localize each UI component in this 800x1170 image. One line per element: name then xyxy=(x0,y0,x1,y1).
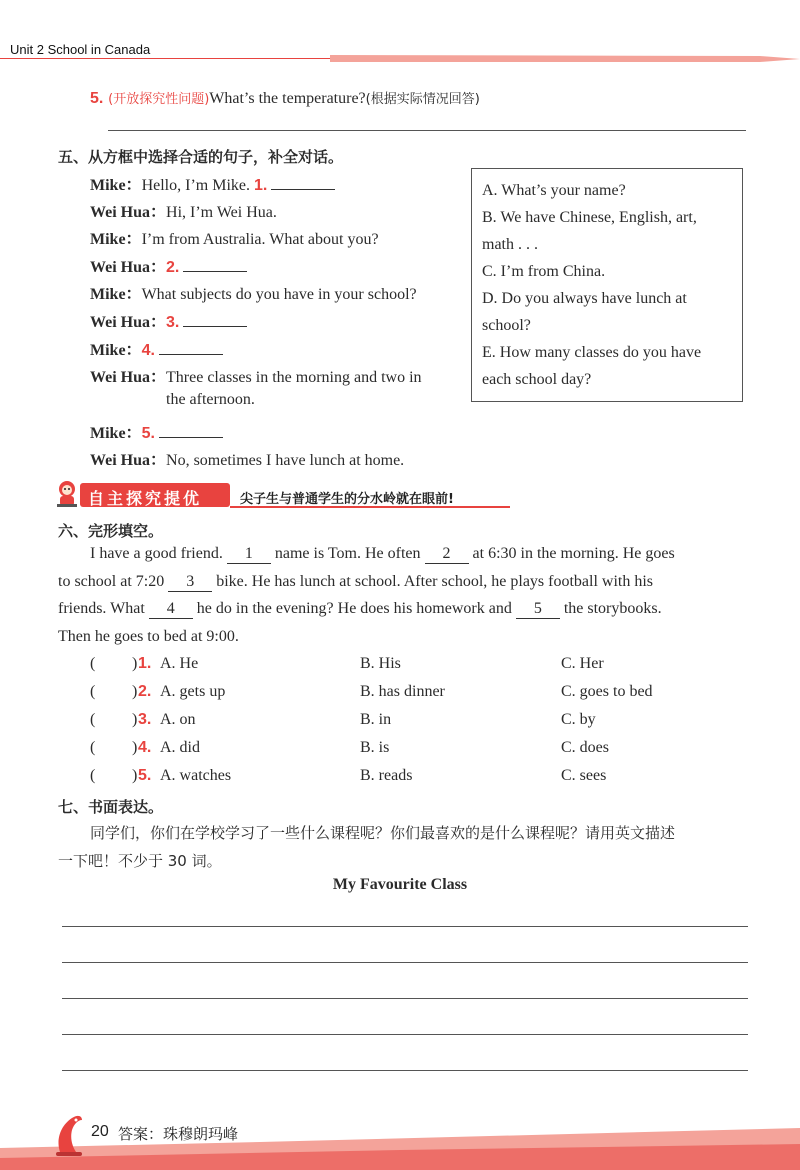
choice-c: C. goes to bed xyxy=(561,683,653,700)
choice-b: B. has dinner xyxy=(360,683,445,700)
choice-a: A. on xyxy=(160,711,196,728)
passage-line: Then he goes to bed at 9:00. xyxy=(58,628,239,645)
options-box xyxy=(471,168,743,402)
answer-paren-close: ) xyxy=(132,711,138,728)
blank-4[interactable] xyxy=(159,338,223,355)
dialog-line: Wei Hua：Hi, I’m Wei Hua. xyxy=(90,204,277,221)
header-band xyxy=(0,55,800,63)
option-b: B. We have Chinese, English, art, xyxy=(482,209,697,226)
answer-paren-close: ) xyxy=(132,739,138,756)
open-question xyxy=(90,88,480,108)
answer-paren-close: ) xyxy=(132,767,138,784)
choice-a: A. watches xyxy=(160,767,232,784)
cloze-blank-1[interactable]: 1 xyxy=(227,545,271,564)
choice-a: A. did xyxy=(160,739,200,756)
dialog-line: Wei Hua：2. xyxy=(90,254,247,277)
dialog-line: Mike：What subjects do you have in your school? xyxy=(90,286,417,303)
option-b-cont: math . . . xyxy=(482,236,538,253)
cloze-blank-2[interactable]: 2 xyxy=(425,545,469,564)
essay-prompt-cont: 一下吧！不少于 30 词。 xyxy=(58,852,222,870)
question-number: 5. xyxy=(90,90,104,107)
cloze-blank-5[interactable]: 5 xyxy=(516,600,560,619)
cloze-blank-3[interactable]: 3 xyxy=(168,573,212,592)
answer-paren-open[interactable]: ( xyxy=(90,739,96,756)
dialog-line-continued: the afternoon. xyxy=(166,391,255,408)
dolphin-icon xyxy=(52,1112,88,1160)
answer-paren-open[interactable]: ( xyxy=(90,683,96,700)
writing-line[interactable] xyxy=(62,926,748,927)
option-d-cont: school? xyxy=(482,317,531,334)
answer-paren-open[interactable]: ( xyxy=(90,711,96,728)
dialog-line: Mike：5. xyxy=(90,420,223,443)
blank-5[interactable] xyxy=(159,421,223,438)
choice-c: C. sees xyxy=(561,767,607,784)
dialog-line: Mike：I’m from Australia. What about you? xyxy=(90,231,379,248)
choice-number: 2. xyxy=(138,683,152,700)
passage-line: to school at 7:20 3 bike. He has lunch at school. After school, he plays football with his xyxy=(58,573,654,590)
option-c: C. I’m from China. xyxy=(482,263,606,280)
writing-line[interactable] xyxy=(62,1070,748,1071)
choice-a: A. gets up xyxy=(160,683,226,700)
answer-paren-close: ) xyxy=(132,683,138,700)
writing-line[interactable] xyxy=(62,962,748,963)
choice-a: A. He xyxy=(160,655,199,672)
page-number: 20 xyxy=(91,1123,109,1140)
dialog-line: Mike：Hello, I’m Mike. 1. xyxy=(90,172,335,195)
choice-b: B. His xyxy=(360,655,401,672)
blank-1[interactable] xyxy=(271,173,335,190)
dialog-line: Wei Hua：No, sometimes I have lunch at home. xyxy=(90,452,405,469)
cloze-blank-4[interactable]: 4 xyxy=(149,600,193,619)
section-title: 七、书面表达。 xyxy=(58,798,164,816)
question-hint: (根据实际情况回答) xyxy=(365,92,480,107)
choice-b: B. reads xyxy=(360,767,413,784)
option-a: A. What’s your name? xyxy=(482,182,626,199)
passage-line: I have a good friend. 1 name is Tom. He often 2 at 6:30 in the morning. He goes xyxy=(90,545,675,562)
banner-slogan: 尖子生与普通学生的分水岭就在眼前! xyxy=(240,492,454,507)
writing-line[interactable] xyxy=(62,998,748,999)
choice-b: B. is xyxy=(360,739,390,756)
question-text: What’s the temperature? xyxy=(209,90,366,107)
answer-paren-open[interactable]: ( xyxy=(90,655,96,672)
answer-key: 答案：珠穆朗玛峰 xyxy=(118,1125,239,1143)
option-d: D. Do you always have lunch at xyxy=(482,290,687,307)
dialog-line: Wei Hua：Three classes in the morning and two in xyxy=(90,369,422,386)
essay-title: My Favourite Class xyxy=(332,876,468,893)
banner-label: 自主探究提优 xyxy=(88,489,203,508)
dialog-line: Mike：4. xyxy=(90,337,223,360)
option-e-cont: each school day? xyxy=(482,371,592,388)
choice-number: 3. xyxy=(138,711,152,728)
writing-line[interactable] xyxy=(62,1034,748,1035)
choice-number: 5. xyxy=(138,767,152,784)
blank-2[interactable] xyxy=(183,255,247,272)
choice-c: C. Her xyxy=(561,655,604,672)
section-title: 五、从方框中选择合适的句子，补全对话。 xyxy=(58,148,344,166)
choice-c: C. by xyxy=(561,711,596,728)
option-e: E. How many classes do you have xyxy=(482,344,702,361)
answer-paren-open[interactable]: ( xyxy=(90,767,96,784)
passage-line: friends. What 4 he do in the evening? He does his homework and 5 the storybooks. xyxy=(58,600,662,617)
answer-line[interactable] xyxy=(108,130,746,131)
question-tag: (开放探究性问题) xyxy=(108,92,210,107)
answer-paren-close: ) xyxy=(132,655,138,672)
choice-number: 4. xyxy=(138,739,152,756)
section-title: 六、完形填空。 xyxy=(58,522,164,540)
dialog-line: Wei Hua：3. xyxy=(90,309,247,332)
choice-b: B. in xyxy=(360,711,392,728)
unit-title: Unit 2 School in Canada xyxy=(10,42,151,57)
blank-3[interactable] xyxy=(183,310,247,327)
choice-number: 1. xyxy=(138,655,152,672)
choice-c: C. does xyxy=(561,739,609,756)
mascot-icon xyxy=(52,478,82,510)
essay-prompt: 同学们，你们在学校学习了一些什么课程呢？你们最喜欢的是什么课程呢？请用英文描述 xyxy=(90,824,676,842)
